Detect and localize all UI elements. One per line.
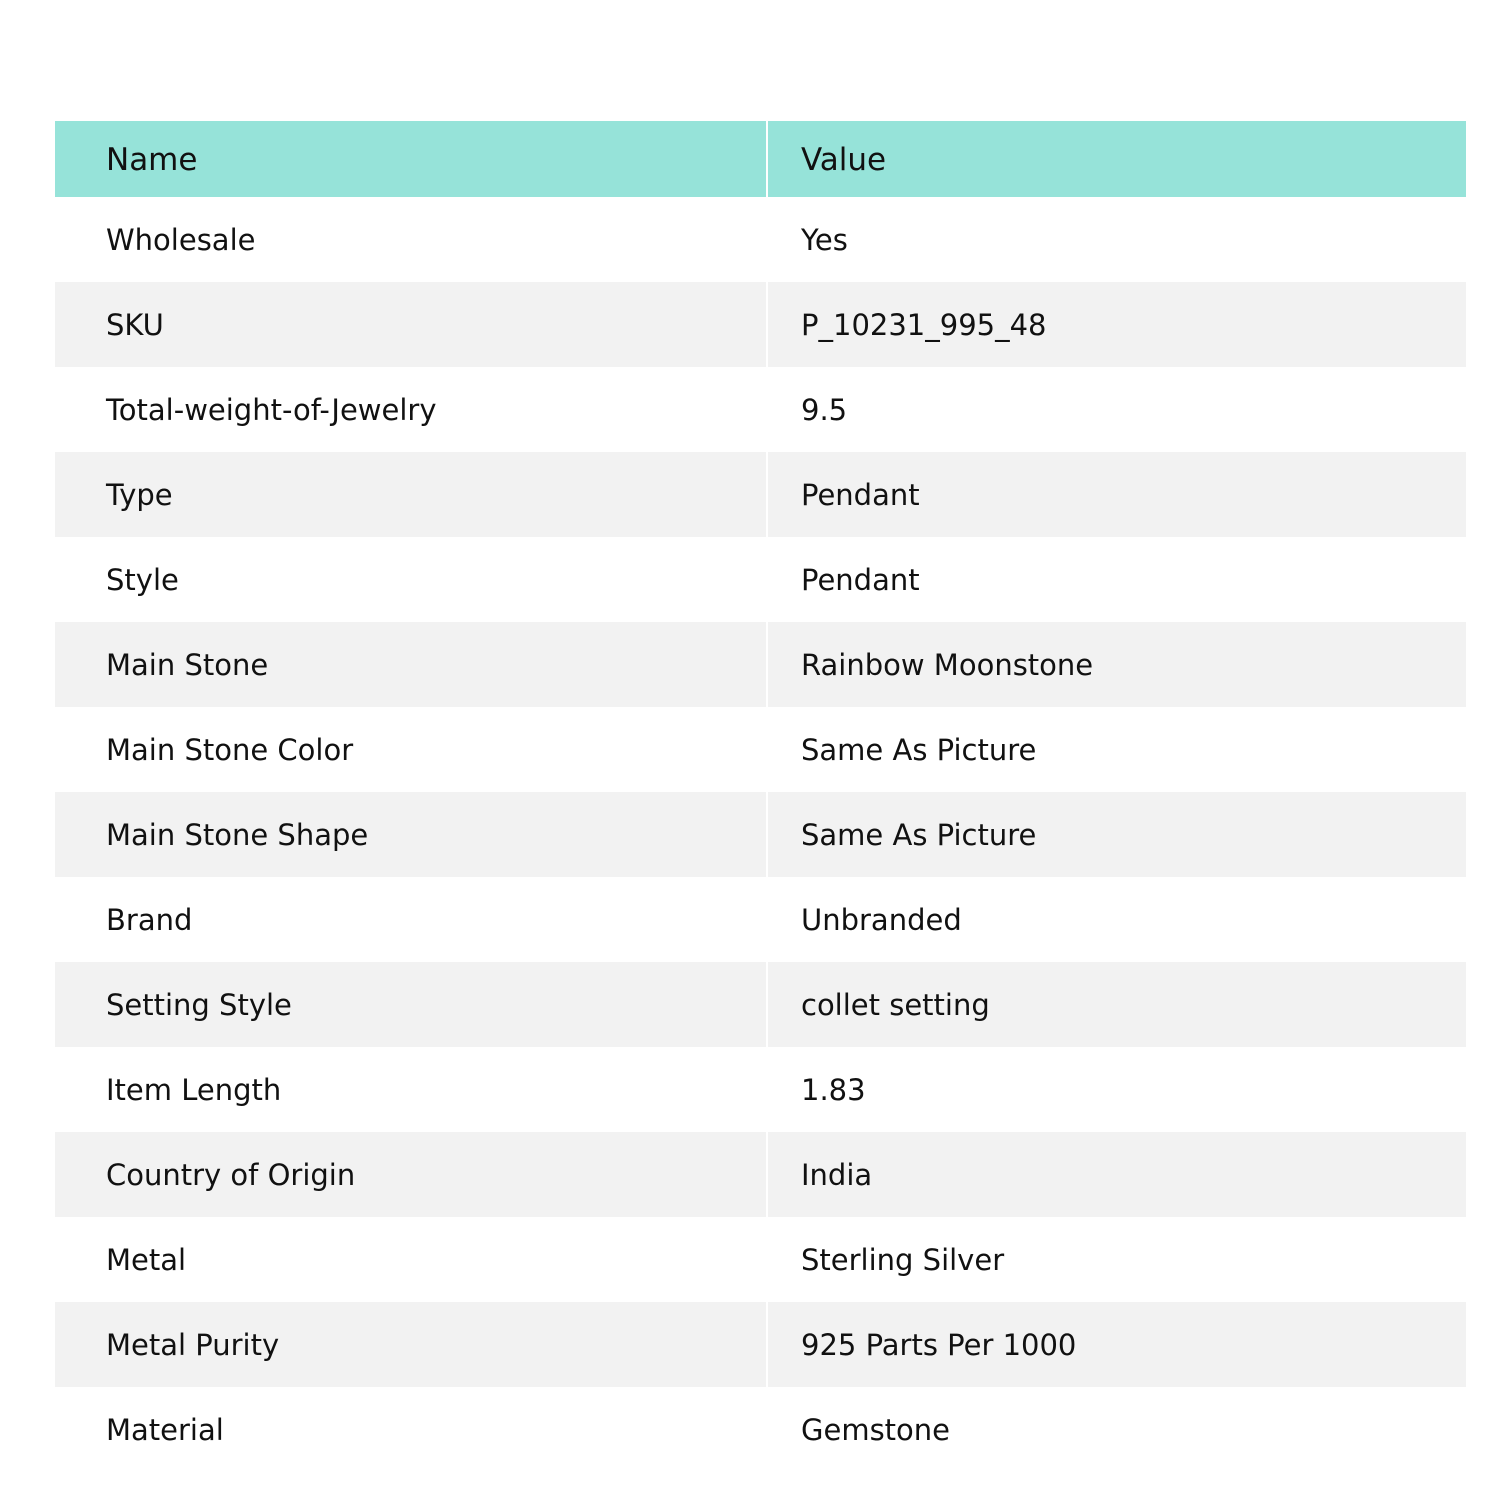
table-row bbox=[55, 1217, 1466, 1302]
row-name: Metal bbox=[55, 1217, 766, 1302]
table-row bbox=[55, 877, 1466, 962]
row-name: Wholesale bbox=[55, 197, 766, 282]
row-name: Country of Origin bbox=[55, 1132, 766, 1217]
table-row bbox=[55, 452, 1466, 537]
table-row bbox=[55, 792, 1466, 877]
table-row bbox=[55, 1302, 1466, 1387]
row-value: Rainbow Moonstone bbox=[766, 622, 1466, 707]
table-row bbox=[55, 1132, 1466, 1217]
row-value: 9.5 bbox=[766, 367, 1466, 452]
table-row bbox=[55, 707, 1466, 792]
row-name: Style bbox=[55, 537, 766, 622]
table-row bbox=[55, 962, 1466, 1047]
row-name: Main Stone Shape bbox=[55, 792, 766, 877]
table-row bbox=[55, 537, 1466, 622]
row-value: Pendant bbox=[766, 537, 1466, 622]
row-name: Main Stone Color bbox=[55, 707, 766, 792]
row-name: Setting Style bbox=[55, 962, 766, 1047]
row-name: Main Stone bbox=[55, 622, 766, 707]
row-name: SKU bbox=[55, 282, 766, 367]
table-row bbox=[55, 622, 1466, 707]
row-value: P_10231_995_48 bbox=[766, 282, 1466, 367]
row-value: Same As Picture bbox=[766, 792, 1466, 877]
row-name: Metal Purity bbox=[55, 1302, 766, 1387]
header-value: Value bbox=[766, 121, 1466, 197]
table-row bbox=[55, 282, 1466, 367]
table-row bbox=[55, 1387, 1466, 1472]
table-row bbox=[55, 197, 1466, 282]
row-value: Pendant bbox=[766, 452, 1466, 537]
row-value: Yes bbox=[766, 197, 1466, 282]
row-value: 1.83 bbox=[766, 1047, 1466, 1132]
row-value: Unbranded bbox=[766, 877, 1466, 962]
row-value: Same As Picture bbox=[766, 707, 1466, 792]
row-name: Material bbox=[55, 1387, 766, 1472]
header-name: Name bbox=[55, 121, 766, 197]
row-value: Gemstone bbox=[766, 1387, 1466, 1472]
row-name: Brand bbox=[55, 877, 766, 962]
row-name: Total-weight-of-Jewelry bbox=[55, 367, 766, 452]
row-value: Sterling Silver bbox=[766, 1217, 1466, 1302]
table-header-row bbox=[55, 121, 1466, 197]
row-value: collet setting bbox=[766, 962, 1466, 1047]
table-row bbox=[55, 1047, 1466, 1132]
table-row bbox=[55, 367, 1466, 452]
row-name: Item Length bbox=[55, 1047, 766, 1132]
row-value: India bbox=[766, 1132, 1466, 1217]
specifications-table bbox=[55, 121, 1466, 1472]
row-name: Type bbox=[55, 452, 766, 537]
row-value: 925 Parts Per 1000 bbox=[766, 1302, 1466, 1387]
